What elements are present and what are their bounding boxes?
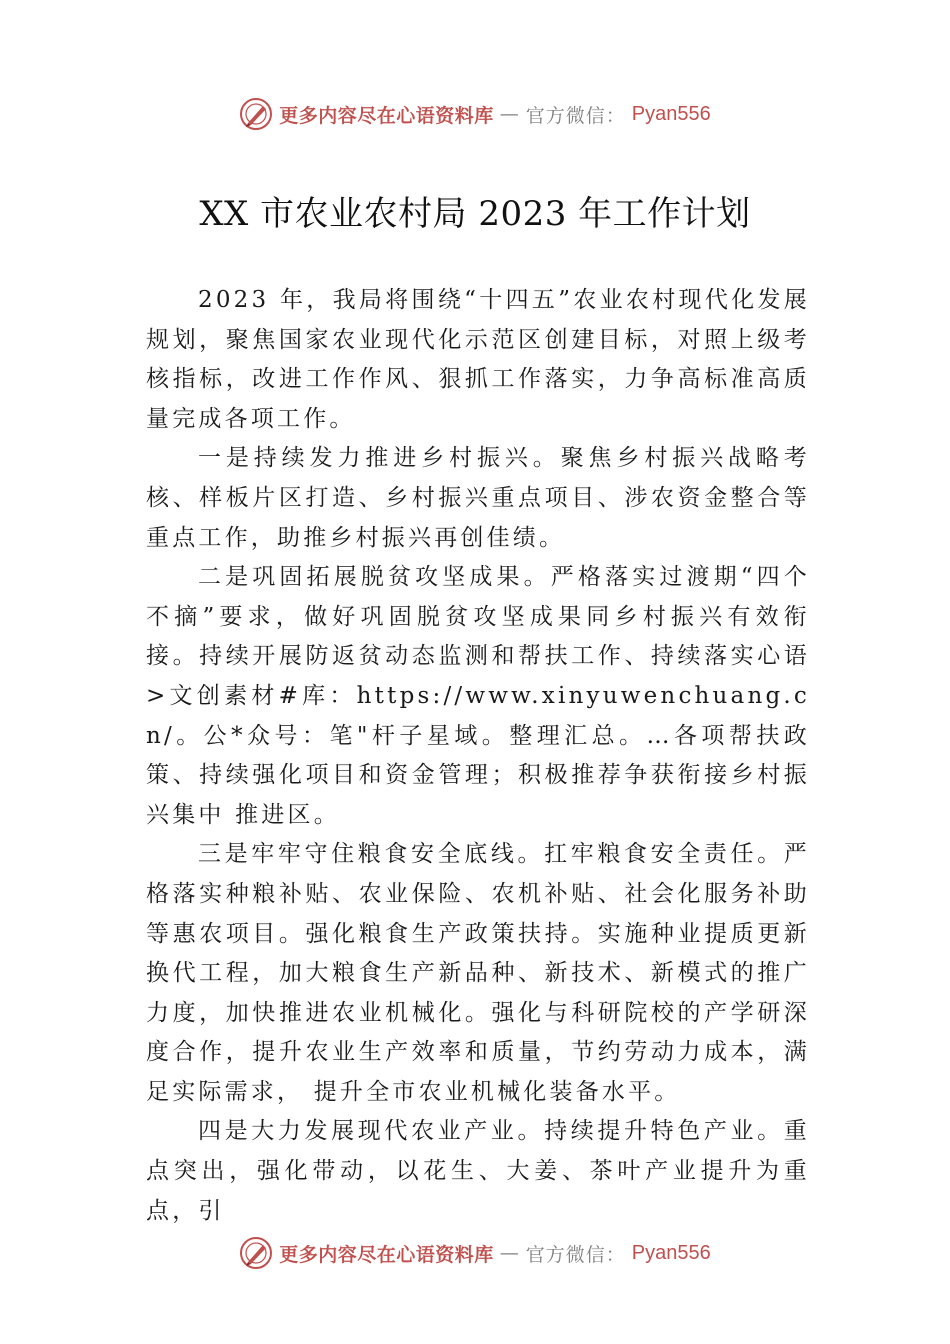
paragraph-3: 三是牢牢守住粮食安全底线。扛牢粮食安全责任。严格落实种粮补贴、农业保险、农机补贴、社会化服务补助等惠农项目。强化粮食生产政策扶持。实施种业提质更新换代工程，加大粮食生产新品种、新技术、新模式的推广力度，加快推进农业机械化。强化与科研院校的产学研深度合作，提升农业生产效率和质量，节约劳动力成本，满足实际需求， 提升全市农业机械化装备水平。 xyxy=(146,841,810,1105)
paragraph-intro: 2023 年，我局将围绕“十四五”农业农村现代化发展规划，聚焦国家农业现代化示范区创建目标，对照上级考核指标，改进工作作风、狠抓工作落实，力争高标准高质量完成各项工作。 xyxy=(146,287,810,432)
paragraph-1: 一是持续发力推进乡村振兴。聚焦乡村振兴战略考核、样板片区打造、乡村振兴重点项目、涉农资金整合等重点工作，助推乡村振兴再创佳绩。 xyxy=(146,445,810,551)
wechat-label: 官方微信： xyxy=(525,104,626,127)
pen-logo-icon xyxy=(239,97,273,131)
promo-text: 更多内容尽在心语资料库 xyxy=(279,1243,494,1266)
wechat-id: Pyan556 xyxy=(631,102,711,125)
banner-separator: — xyxy=(499,103,520,125)
paragraph-2: 二是巩固拓展脱贫攻坚成果。严格落实过渡期“四个不摘”要求，做好巩固脱贫攻坚成果同乡村振兴有效衔接。持续开展防返贫动态监测和帮扶工作、持续落实心语>文创素材#库：https://www.xinyuwenchuang.cn/。公*众号：笔"杆子星域。整理汇总。…各项帮扶政策、持续强化项目和资金管理；积极推荐争获衔接乡村振兴集中 推进区。 xyxy=(146,564,810,828)
footer-banner xyxy=(0,1233,950,1273)
wechat-id: Pyan556 xyxy=(631,1241,711,1264)
banner-separator: — xyxy=(499,1242,520,1264)
paragraph-4: 四是大力发展现代农业产业。持续提升特色产业。重点突出，强化带动，以花生、大姜、茶叶产业提升为重点，引 xyxy=(146,1118,810,1224)
pen-logo-icon xyxy=(239,1236,273,1270)
promo-text: 更多内容尽在心语资料库 xyxy=(279,104,494,127)
header-banner xyxy=(0,94,950,134)
wechat-label: 官方微信： xyxy=(525,1243,626,1266)
document-title: XX 市农业农村局 2023 年工作计划 xyxy=(199,194,751,234)
document-body xyxy=(146,281,810,1231)
